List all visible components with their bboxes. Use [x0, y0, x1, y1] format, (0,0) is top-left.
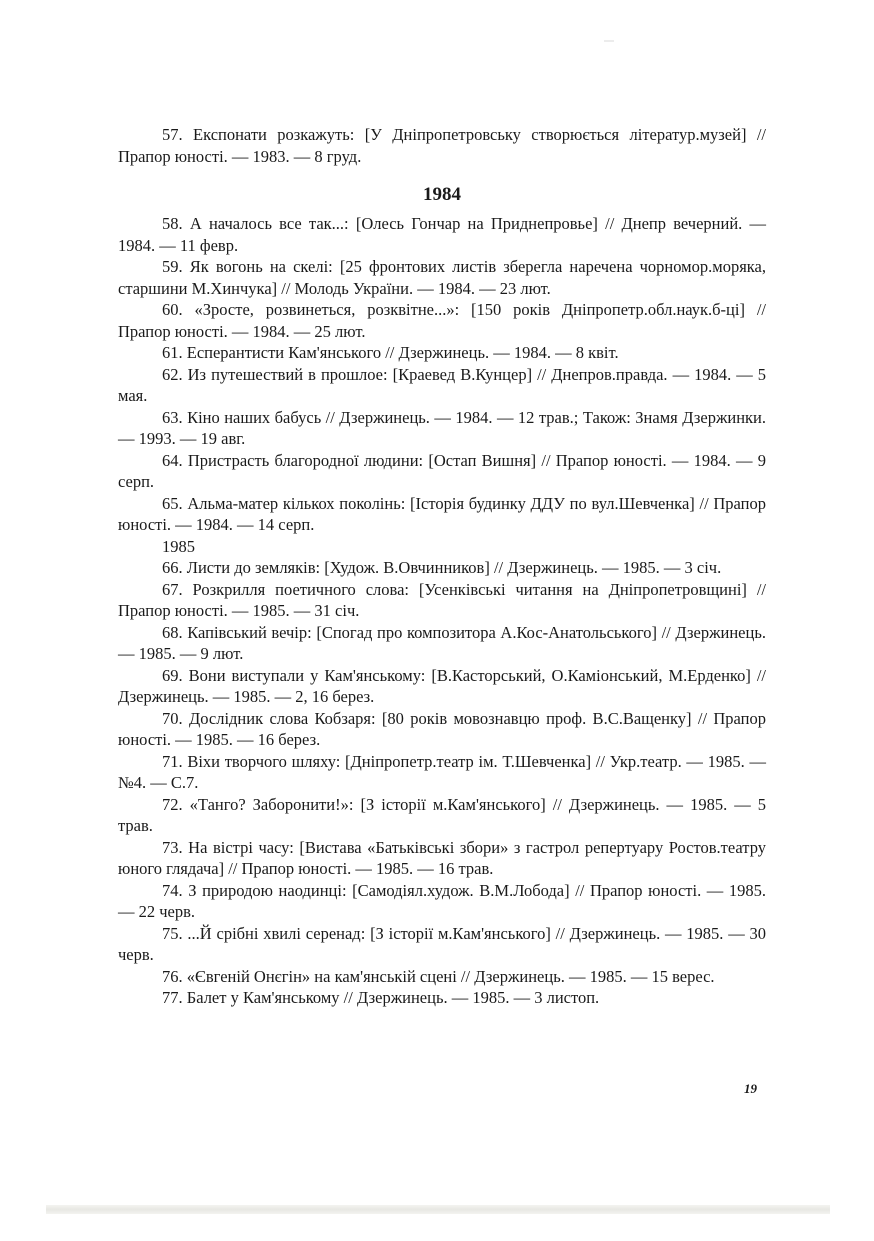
bibliography-entry-72: 72. «Танго? Заборонити!»: [З історії м.Кам'янського] // Дзержинець. — 1985. — 5 трав. [118, 794, 766, 835]
bibliography-entry-57: 57. Експонати розкажуть: [У Дніпропетровську створюється літератур.музей] // Прапор юності. — 1983. — 8 груд. [118, 125, 766, 166]
bibliography-entry-69: 69. Вони виступали у Кам'янському: [В.Касторський, О.Каміонський, М.Ерденко] // Дзержинець. — 1985. — 2, 16 берез. [118, 665, 766, 706]
bibliography-entry-76: 76. «Євгеній Онєгін» на кам'янській сцені // Дзержинець. — 1985. — 15 верес. [162, 966, 715, 986]
bibliography-entry-70: 70. Дослідник слова Кобзаря: [80 років мовознавцю проф. В.С.Ващенку] // Прапор юності. — 1985. — 16 берез. [118, 708, 766, 749]
bibliography-entry-62: 62. Из путешествий в прошлое: [Краевед В.Кунцер] // Днепров.правда. — 1984. — 5 мая. [118, 364, 766, 405]
bibliography-entry-59: 59. Як вогонь на скелі: [25 фронтових листів зберегла наречена чорномор.моряка, старшини М.Хинчука] // Молодь України. — 1984. — 23 лют. [118, 257, 766, 298]
bibliography-entry-74: 74. З природою наодинці: [Самодіял.худож. В.М.Лобода] // Прапор юності. — 1985. — 22 черв. [118, 880, 766, 921]
bibliography-entry-64: 64. Пристрасть благородної людини: [Остап Вишня] // Прапор юності. — 1984. — 9 серп. [118, 450, 766, 491]
bibliography-entry-73: 73. На вістрі часу: [Вистава «Батьківські збори» з гастрол репертуару Ростов.театру юного глядача] // Прапор юності. — 1985. — 16 трав. [118, 837, 766, 878]
bibliography-entry-65: 65. Альма-матер кількох поколінь: [Історія будинку ДДУ по вул.Шевченка] // Прапор юності. — 1984. — 14 серп. [118, 493, 766, 534]
bibliography-entry-67: 67. Розкрилля поетичного слова: [Усенківські читання на Дніпропетровщині] // Прапор юності. — 1985. — 31 січ. [118, 579, 766, 620]
bibliography-entry-68: 68. Капівський вечір: [Спогад про композитора А.Кос-Анатольського] // Дзержинець. — 1985. — 9 лют. [118, 622, 766, 663]
year-label-1985: 1985 [162, 536, 195, 556]
bibliography-entry-63: 63. Кіно наших бабусь // Дзержинець. — 1984. — 12 трав.; Також: Знамя Дзержинки. — 1993. — 19 авг. [118, 407, 766, 448]
scan-bottom-band [46, 1205, 830, 1214]
bibliography-entry-61: 61. Есперантисти Кам'янського // Дзержинець. — 1984. — 8 квіт. [162, 343, 619, 362]
bibliography-list [118, 124, 766, 1009]
bibliography-entry-66: 66. Листи до земляків: [Худож. В.Овчинников] // Дзержинець. — 1985. — 3 січ. [162, 558, 722, 577]
bibliography-entry-71: 71. Віхи творчого шляху: [Дніпропетр.театр ім. Т.Шевченка] // Укр.театр. — 1985. — №4. — С.7. [118, 751, 766, 792]
year-heading-1984: 1984 [423, 184, 461, 205]
bibliography-entry-60: 60. «Зросте, розвинеться, розквітне...»: [150 років Дніпропетр.обл.наук.б-ці] // Прапор юності. — 1984. — 25 лют. [118, 300, 766, 341]
bibliography-entry-77: 77. Балет у Кам'янському // Дзержинець. — 1985. — 3 листоп. [162, 988, 600, 1007]
bibliography-entry-58: 58. А началось все так...: [Олесь Гончар на Приднепровье] // Днепр вечерний. — 1984. — 11 февр. [118, 214, 766, 255]
page-number: 19 [744, 1081, 757, 1096]
scan-mark [604, 40, 614, 42]
bibliography-entry-75: 75. ...Й срібні хвилі серенад: [З історії м.Кам'янського] // Дзержинець. — 1985. — 30 черв. [118, 923, 766, 964]
